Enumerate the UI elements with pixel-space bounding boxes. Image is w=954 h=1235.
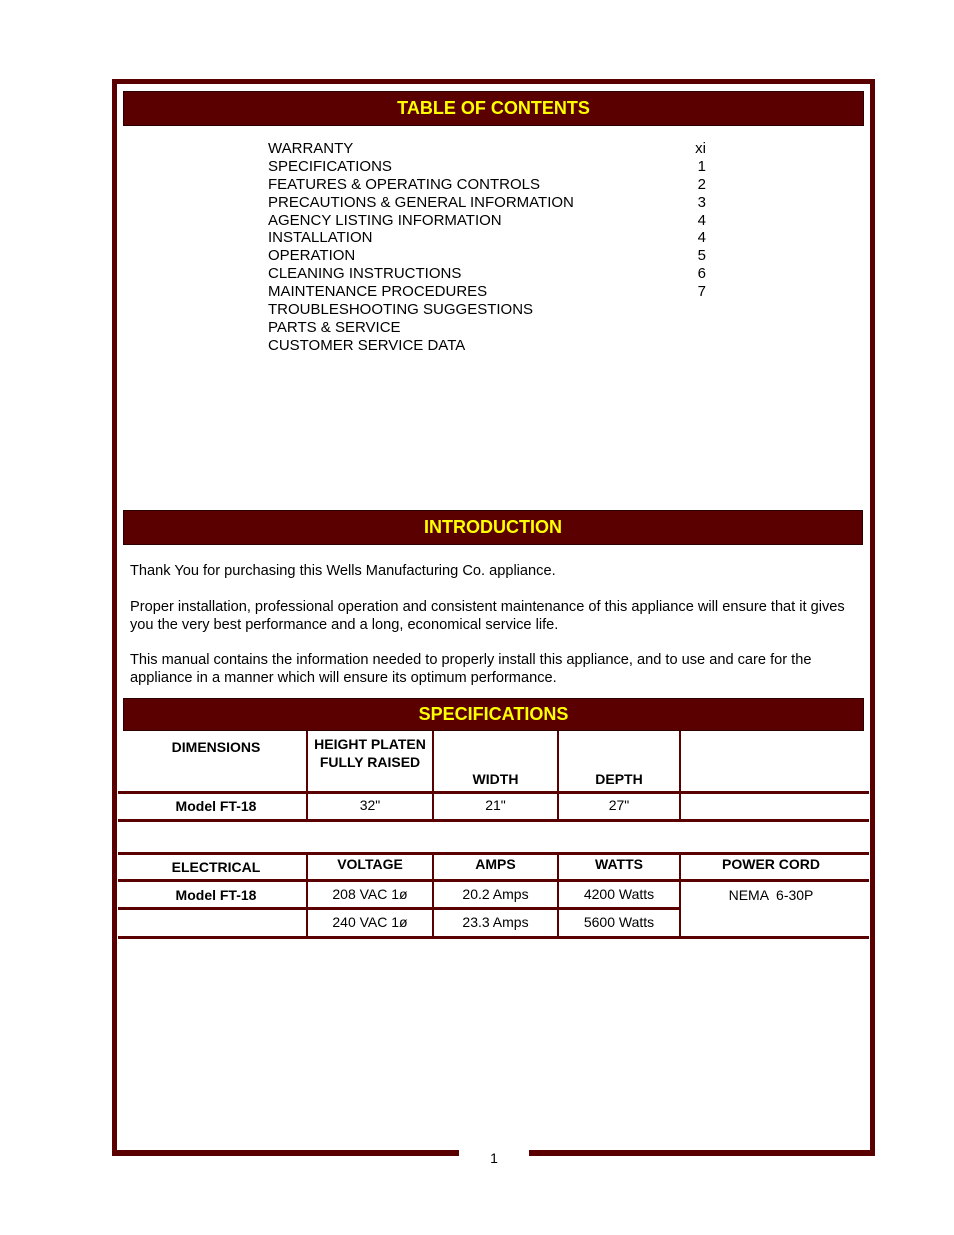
specifications-banner: SPECIFICATIONS bbox=[123, 698, 864, 731]
toc-banner: TABLE OF CONTENTS bbox=[123, 91, 864, 126]
toc-entry-page: 1 bbox=[697, 157, 706, 175]
voltage-value: 240 VAC 1ø bbox=[332, 914, 408, 930]
intro-paragraph: Thank You for purchasing this Wells Manufacturing Co. appliance. bbox=[130, 563, 556, 579]
voltage-value: 208 VAC 1ø bbox=[332, 886, 408, 902]
toc-entry-title: AGENCY LISTING INFORMATION bbox=[268, 211, 502, 229]
toc-entry bbox=[268, 265, 708, 283]
bottom-rule-left bbox=[112, 1150, 459, 1156]
watts-value: 4200 Watts bbox=[583, 886, 655, 902]
toc-entry-title: INSTALLATION bbox=[268, 229, 373, 247]
toc-entry bbox=[268, 194, 708, 212]
toc-entry bbox=[268, 229, 708, 247]
toc-entry-page: 7 bbox=[697, 283, 706, 301]
amps-header: AMPS bbox=[475, 856, 516, 872]
toc-entry bbox=[268, 337, 708, 355]
toc-entry-title: FEATURES & OPERATING CONTROLS bbox=[268, 175, 540, 193]
intro-paragraph: Proper installation, professional operation and consistent maintenance of this appliance will ensure that it gives you the very best performance and a long, economical service life. bbox=[130, 599, 845, 633]
toc-entry-page: xi bbox=[695, 140, 706, 157]
toc-entry-title: TROUBLESHOOTING SUGGESTIONS bbox=[268, 301, 534, 319]
depth-value: 27" bbox=[608, 797, 630, 813]
voltage-header: VOLTAGE bbox=[337, 856, 403, 872]
toc-entry bbox=[268, 140, 708, 158]
amps-value: 20.2 Amps bbox=[462, 886, 529, 902]
toc-entry-title: SPECIFICATIONS bbox=[268, 157, 392, 175]
table-rule bbox=[118, 819, 869, 822]
introduction-banner: INTRODUCTION bbox=[123, 510, 863, 545]
toc-entry-page: 4 bbox=[697, 211, 706, 229]
bottom-rule-right bbox=[529, 1150, 875, 1156]
table-rule bbox=[118, 879, 869, 882]
toc-entry bbox=[268, 212, 708, 230]
toc-entry-page: 6 bbox=[697, 265, 706, 283]
toc-entry-title: CLEANING INSTRUCTIONS bbox=[268, 265, 462, 283]
electrical-label: ELECTRICAL bbox=[171, 859, 261, 875]
toc-entry bbox=[268, 319, 708, 337]
intro-paragraph: This manual contains the information needed to properly install this appliance, and to use and care for the appliance in a manner which will ensure its optimum performance. bbox=[130, 652, 812, 686]
toc-entry-title: CUSTOMER SERVICE DATA bbox=[268, 336, 466, 354]
toc-entry-page: 3 bbox=[697, 193, 706, 211]
dimensions-label: DIMENSIONS bbox=[171, 739, 261, 755]
toc-entry-page: 2 bbox=[697, 175, 706, 193]
table-divider bbox=[679, 731, 681, 820]
toc-entry bbox=[268, 247, 708, 265]
toc-entry bbox=[268, 283, 708, 301]
toc-entry-title: OPERATION bbox=[268, 247, 356, 265]
toc-entry-page: 5 bbox=[697, 247, 706, 265]
watts-value: 5600 Watts bbox=[583, 914, 655, 930]
table-rule bbox=[118, 907, 681, 910]
power-cord-header: POWER CORD bbox=[722, 856, 820, 872]
toc-entry bbox=[268, 176, 708, 194]
toc-entry-title: MAINTENANCE PROCEDURES bbox=[268, 283, 488, 301]
toc-entry-page: 4 bbox=[697, 229, 706, 247]
depth-header: DEPTH bbox=[595, 771, 643, 787]
power-cord-value: NEMA 6-30P bbox=[728, 887, 814, 903]
dimensions-model: Model FT-18 bbox=[175, 798, 257, 814]
watts-header: WATTS bbox=[595, 856, 643, 872]
height-value: 32" bbox=[359, 797, 381, 813]
width-value: 21" bbox=[485, 797, 506, 813]
toc-entry-title: PRECAUTIONS & GENERAL INFORMATION bbox=[268, 193, 574, 211]
table-rule bbox=[118, 791, 869, 794]
toc-entry bbox=[268, 301, 708, 319]
amps-value: 23.3 Amps bbox=[462, 914, 529, 930]
height-header: HEIGHT PLATEN FULLY RAISED bbox=[314, 736, 426, 770]
toc-entry-title: PARTS & SERVICE bbox=[268, 318, 401, 336]
table-rule bbox=[118, 936, 869, 939]
toc-list bbox=[268, 140, 708, 355]
toc-entry-title: WARRANTY bbox=[268, 140, 354, 157]
electrical-model: Model FT-18 bbox=[175, 887, 257, 903]
table-rule bbox=[118, 852, 869, 855]
page-number: 1 bbox=[490, 1150, 498, 1166]
width-header: WIDTH bbox=[472, 771, 519, 787]
toc-entry bbox=[268, 158, 708, 176]
